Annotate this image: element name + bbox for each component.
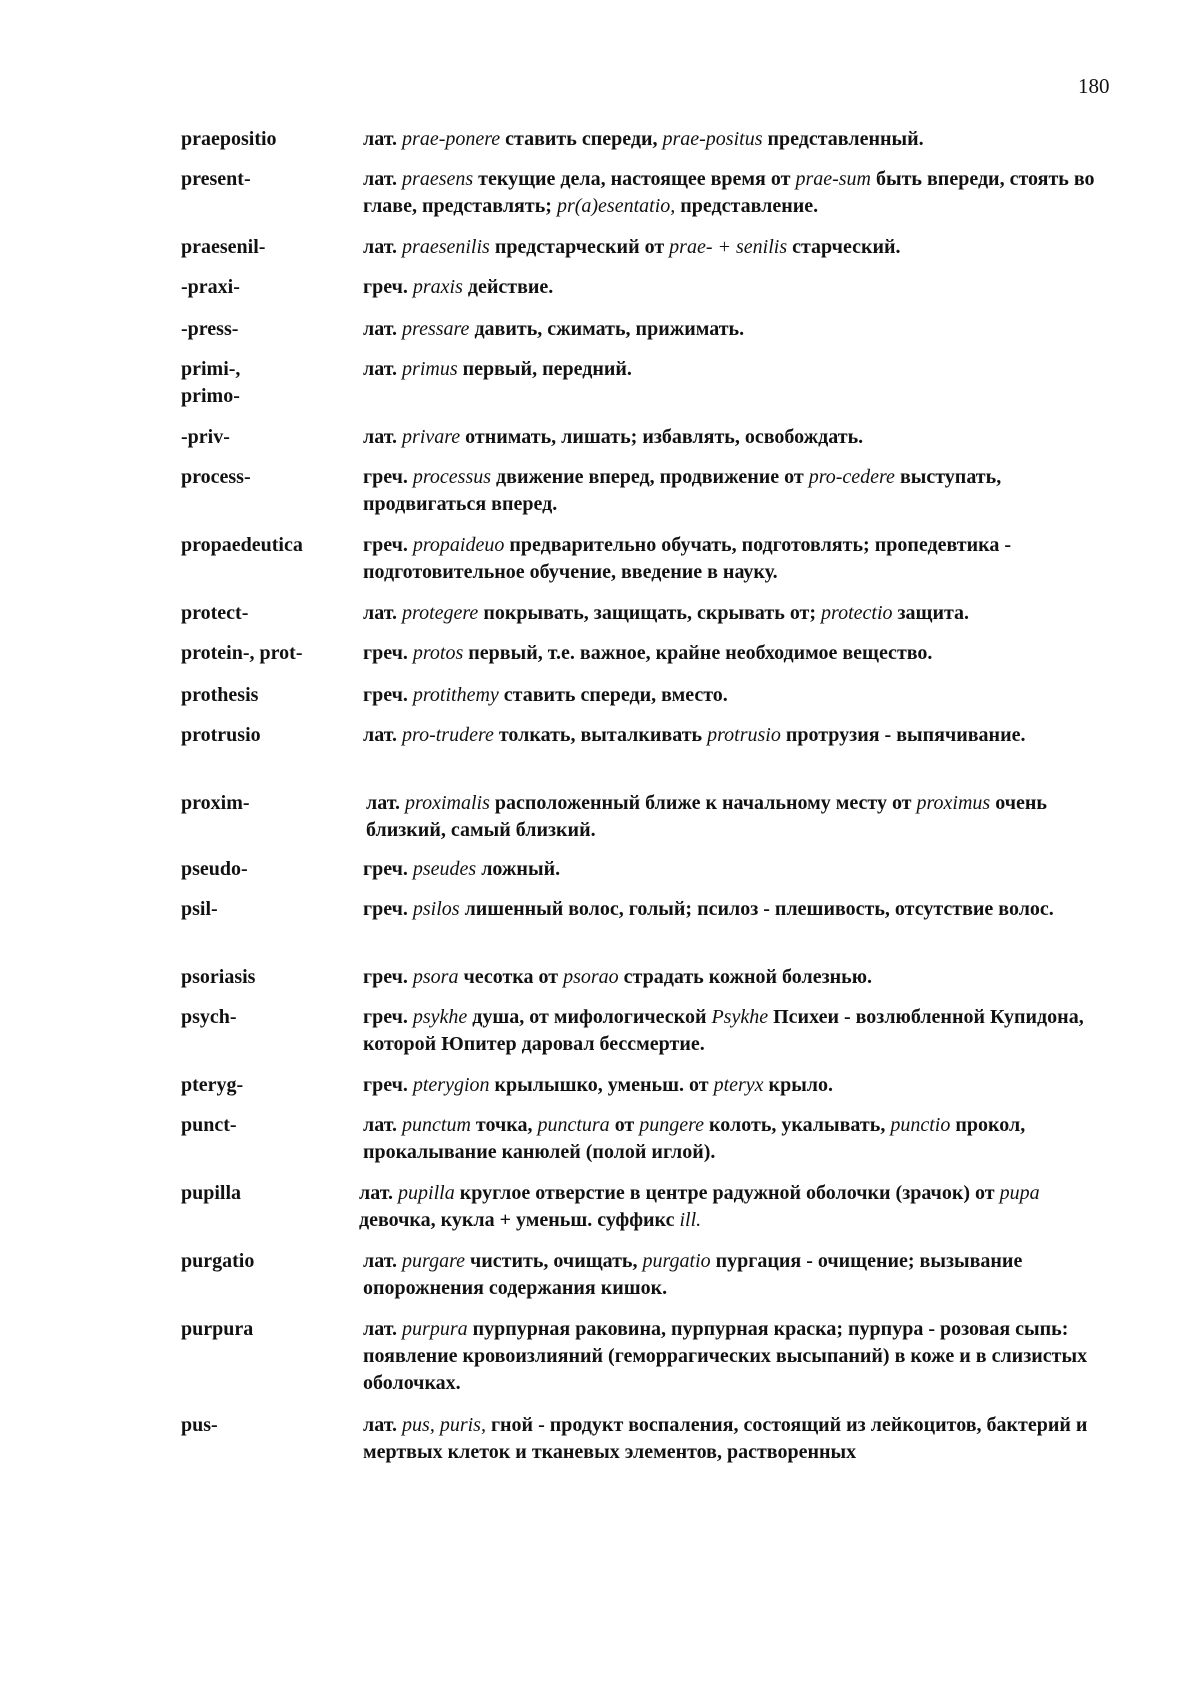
dictionary-entry xyxy=(181,274,1111,301)
dictionary-entry xyxy=(181,640,1111,667)
entry-term xyxy=(181,1112,363,1139)
definition-italic-word: psorao xyxy=(563,966,619,988)
definition-italic-word: pr(a)esentatio, xyxy=(556,195,676,217)
dictionary-entry xyxy=(181,1004,1111,1058)
entry-term-line: -press- xyxy=(181,318,239,340)
dictionary-entry xyxy=(181,424,1111,451)
definition-italic-word: pupilla xyxy=(398,1182,455,1204)
dictionary-entry xyxy=(181,896,1111,923)
entry-term xyxy=(181,1248,363,1275)
entry-definition xyxy=(363,356,1111,383)
definition-italic-word: pus, puris, xyxy=(402,1414,486,1436)
definition-text: представленный. xyxy=(762,128,924,150)
definition-italic-word: privare xyxy=(402,426,461,448)
dictionary-entry xyxy=(181,1112,1111,1166)
entry-term xyxy=(181,166,363,193)
entry-definition xyxy=(363,234,1111,261)
definition-text: точка, xyxy=(470,1114,538,1136)
definition-italic-word: psora xyxy=(412,966,459,988)
entry-term-line: primo- xyxy=(181,385,240,407)
entry-term xyxy=(181,464,363,491)
definition-italic-word: prae- + senilis xyxy=(669,236,788,258)
definition-italic-word: protrusio xyxy=(707,724,781,746)
definition-text: пурпурная раковина, пурпурная краска; пурпура - розовая сыпь: появление кровоизлияний (геморрагических высыпаний) в коже и в слизистых оболочках. xyxy=(363,1318,1088,1394)
entry-definition xyxy=(363,1248,1111,1302)
definition-text: представление. xyxy=(675,195,819,217)
dictionary-entry xyxy=(181,316,1111,343)
definition-text: лат. xyxy=(363,236,403,258)
definition-text: лат. xyxy=(363,1250,403,1272)
definition-text: лат. xyxy=(363,426,403,448)
dictionary-entry xyxy=(181,790,1111,844)
dictionary-entry xyxy=(181,1248,1111,1302)
entry-term xyxy=(181,1412,363,1439)
entry-term xyxy=(181,1004,363,1031)
definition-text: греч. xyxy=(363,534,413,556)
definition-italic-word: pro-trudere xyxy=(402,724,494,746)
definition-italic-word: punctura xyxy=(537,1114,610,1136)
entry-definition xyxy=(363,856,1111,883)
entry-definition xyxy=(363,424,1111,451)
entry-term xyxy=(181,856,363,883)
entry-term xyxy=(181,722,363,749)
definition-text: лат. xyxy=(363,358,403,380)
dictionary-entry xyxy=(181,682,1111,709)
dictionary-entry xyxy=(181,234,1111,261)
entry-term-line: pseudo- xyxy=(181,858,248,880)
definition-text: лат. xyxy=(363,168,403,190)
entry-definition xyxy=(363,1316,1111,1397)
entry-definition xyxy=(363,532,1111,586)
definition-text: протрузия - выпячивание. xyxy=(780,724,1026,746)
definition-text: лат. xyxy=(366,792,406,814)
entry-term xyxy=(181,316,363,343)
entry-term xyxy=(181,356,363,410)
definition-italic-word: processus xyxy=(412,466,492,488)
entry-term-line: prothesis xyxy=(181,684,259,706)
definition-text: ставить спереди, вместо. xyxy=(498,684,728,706)
definition-italic-word: protithemy xyxy=(412,684,499,706)
entry-term xyxy=(181,964,363,991)
definition-text: лишенный волос, голый; псилоз - плешивость, отсутствие волос. xyxy=(459,898,1054,920)
definition-text: греч. xyxy=(363,642,413,664)
entry-term xyxy=(181,1180,363,1207)
definition-text: греч. xyxy=(363,898,413,920)
definition-text: лат. xyxy=(363,318,403,340)
definition-text: лат. xyxy=(363,602,403,624)
entry-term xyxy=(181,532,363,559)
definition-text: первый, передний. xyxy=(457,358,632,380)
definition-italic-word: pro-cedere xyxy=(808,466,895,488)
entry-definition xyxy=(359,1180,1111,1234)
definition-italic-word: pressare xyxy=(402,318,470,340)
entry-term-line: primi-, xyxy=(181,358,241,380)
definition-text: лат. xyxy=(363,1318,403,1340)
entry-term-line: protrusio xyxy=(181,724,261,746)
definition-italic-word: praesenilis xyxy=(402,236,490,258)
definition-text: лат. xyxy=(363,1114,403,1136)
entry-term-line: pupilla xyxy=(181,1182,242,1204)
entry-term xyxy=(181,424,363,451)
entry-definition xyxy=(363,166,1111,220)
dictionary-entry xyxy=(181,1072,1111,1099)
dictionary-entry xyxy=(181,1180,1111,1234)
definition-text: лат. xyxy=(359,1182,399,1204)
entry-term-line: -praxi- xyxy=(181,276,240,298)
entry-definition xyxy=(363,464,1111,518)
definition-text: лат. xyxy=(363,724,403,746)
entry-definition xyxy=(366,790,1111,844)
dictionary-entry xyxy=(181,722,1111,749)
definition-text: очень близкий, самый близкий. xyxy=(366,792,1047,841)
entry-definition xyxy=(363,600,1111,627)
entry-definition xyxy=(363,274,1111,301)
entry-term xyxy=(181,640,363,667)
definition-text: старческий. xyxy=(787,236,901,258)
definition-text: покрывать, защищать, скрывать от; xyxy=(478,602,822,624)
definition-text: прокол, прокалывание канюлей (полой иглой). xyxy=(363,1114,1026,1163)
entry-term-line: protein-, prot- xyxy=(181,642,303,664)
entry-definition xyxy=(363,682,1111,709)
entry-term-line: purpura xyxy=(181,1318,254,1340)
definition-italic-word: protegere xyxy=(402,602,479,624)
entry-definition xyxy=(363,722,1111,749)
dictionary-entry xyxy=(181,166,1111,220)
definition-italic-word: pseudes xyxy=(412,858,477,880)
entry-definition xyxy=(363,316,1111,343)
entry-term-line: praesenil- xyxy=(181,236,266,258)
entry-definition xyxy=(363,1072,1111,1099)
entry-term-line: protect- xyxy=(181,602,249,624)
definition-text: греч. xyxy=(363,1074,413,1096)
entry-term-line: psych- xyxy=(181,1006,237,1028)
entry-term-line: pus- xyxy=(181,1414,218,1436)
definition-text: крылышко, уменьш. от xyxy=(489,1074,714,1096)
entry-term xyxy=(181,274,363,301)
entry-term-line: purgatio xyxy=(181,1250,255,1272)
definition-text: движение вперед, продвижение от xyxy=(491,466,809,488)
entry-term xyxy=(181,790,363,817)
definition-text: лат. xyxy=(363,1414,403,1436)
dictionary-entry xyxy=(181,1412,1111,1466)
definition-text: давить, сжимать, прижимать. xyxy=(469,318,745,340)
entry-term-line: propaedeutica xyxy=(181,534,303,556)
entry-definition xyxy=(363,640,1111,667)
entry-term-line: process- xyxy=(181,466,251,488)
entry-definition xyxy=(363,896,1111,923)
entry-term xyxy=(181,1316,363,1343)
entry-term-line: -priv- xyxy=(181,426,230,448)
entry-term xyxy=(181,234,363,261)
definition-text: защита. xyxy=(892,602,970,624)
definition-text: отнимать, лишать; избавлять, освобождать. xyxy=(460,426,864,448)
definition-text: ложный. xyxy=(476,858,561,880)
definition-text: страдать кожной болезнью. xyxy=(618,966,873,988)
definition-italic-word: ill. xyxy=(679,1209,702,1231)
dictionary-entry xyxy=(181,964,1111,991)
entry-term xyxy=(181,682,363,709)
definition-text: крыло. xyxy=(763,1074,834,1096)
definition-text: греч. xyxy=(363,858,413,880)
entry-definition xyxy=(363,1412,1111,1466)
definition-italic-word: purgare xyxy=(402,1250,465,1272)
definition-italic-word: psilos xyxy=(412,898,460,920)
definition-text: греч. xyxy=(363,276,413,298)
definition-italic-word: prae-ponere xyxy=(402,128,501,150)
entry-term-line: psoriasis xyxy=(181,966,256,988)
definition-text: душа, от мифологической xyxy=(467,1006,712,1028)
definition-text: выступать, продвигаться вперед. xyxy=(363,466,1002,515)
definition-text: предстарческий от xyxy=(489,236,670,258)
entry-term-line: proxim- xyxy=(181,792,250,814)
entry-term xyxy=(181,896,363,923)
definition-italic-word: psykhe xyxy=(412,1006,468,1028)
dictionary-entry xyxy=(181,1316,1111,1397)
definition-text: ставить спереди, xyxy=(500,128,663,150)
definition-text: от xyxy=(609,1114,640,1136)
definition-italic-word: punctio xyxy=(890,1114,951,1136)
definition-text: греч. xyxy=(363,466,413,488)
definition-text: Психеи - возлюбленной Купидона, которой Юпитер даровал бессмертие. xyxy=(363,1006,1084,1055)
definition-italic-word: pungere xyxy=(639,1114,705,1136)
dictionary-entry xyxy=(181,532,1111,586)
definition-text: гной - продукт воспаления, состоящий из лейкоцитов, бактерий и мертвых клеток и тканевых элементов, растворенных xyxy=(363,1414,1088,1463)
definition-italic-word: proximus xyxy=(916,792,991,814)
definition-text: круглое отверстие в центре радужной оболочки (зрачок) от xyxy=(454,1182,1000,1204)
definition-italic-word: praesens xyxy=(402,168,474,190)
definition-italic-word: prae-sum xyxy=(795,168,871,190)
definition-italic-word: protectio xyxy=(821,602,893,624)
definition-text: греч. xyxy=(363,1006,413,1028)
definition-text: расположенный ближе к начальному месту от xyxy=(489,792,917,814)
definition-italic-word: protos xyxy=(412,642,464,664)
entry-term-line: pteryg- xyxy=(181,1074,244,1096)
definition-text: первый, т.е. важное, крайне необходимое вещество. xyxy=(463,642,933,664)
entry-term-line: punct- xyxy=(181,1114,237,1136)
entry-term xyxy=(181,126,363,153)
entry-term-line: present- xyxy=(181,168,251,190)
entry-definition xyxy=(363,964,1111,991)
entry-term-line: psil- xyxy=(181,898,218,920)
definition-italic-word: purpura xyxy=(402,1318,468,1340)
dictionary-entry xyxy=(181,600,1111,627)
definition-italic-word: purgatio xyxy=(642,1250,711,1272)
definition-italic-word: prae-positus xyxy=(662,128,763,150)
definition-italic-word: primus xyxy=(402,358,458,380)
entry-term xyxy=(181,600,363,627)
definition-text: колоть, укалывать, xyxy=(704,1114,891,1136)
definition-text: чистить, очищать, xyxy=(465,1250,643,1272)
page-number: 180 xyxy=(1078,74,1110,98)
definition-text: текущие дела, настоящее время от xyxy=(473,168,796,190)
definition-text: быть впереди, стоять во главе, представлять; xyxy=(363,168,1095,217)
definition-italic-word: pteryx xyxy=(713,1074,764,1096)
definition-italic-word: propaideuo xyxy=(412,534,505,556)
definition-text: греч. xyxy=(363,966,413,988)
dictionary-entry xyxy=(181,856,1111,883)
definition-text: действие. xyxy=(462,276,554,298)
definition-italic-word: proximalis xyxy=(405,792,490,814)
definition-italic-word: Psykhe xyxy=(711,1006,769,1028)
definition-text: чесотка от xyxy=(458,966,564,988)
entry-definition xyxy=(363,1004,1111,1058)
definition-italic-word: pterygion xyxy=(412,1074,490,1096)
dictionary-entry xyxy=(181,356,1111,410)
dictionary-entry xyxy=(181,464,1111,518)
definition-italic-word: punctum xyxy=(402,1114,471,1136)
definition-text: девочка, кукла + уменьш. суффикс xyxy=(359,1209,680,1231)
definition-italic-word: praxis xyxy=(412,276,463,298)
definition-text: греч. xyxy=(363,684,413,706)
definition-italic-word: pupa xyxy=(999,1182,1040,1204)
entry-definition xyxy=(363,126,1111,153)
entry-term-line: praepositio xyxy=(181,128,277,150)
definition-text: предварительно обучать, подготовлять; пропедевтика - подготовительное обучение, введение в науку. xyxy=(363,534,1011,583)
definition-text: лат. xyxy=(363,128,403,150)
definition-text: толкать, выталкивать xyxy=(493,724,708,746)
entry-definition xyxy=(363,1112,1111,1166)
entry-term xyxy=(181,1072,363,1099)
definition-text: пургация - очищение; вызывание опорожнения содержания кишок. xyxy=(363,1250,1023,1299)
dictionary-entry xyxy=(181,126,1111,153)
